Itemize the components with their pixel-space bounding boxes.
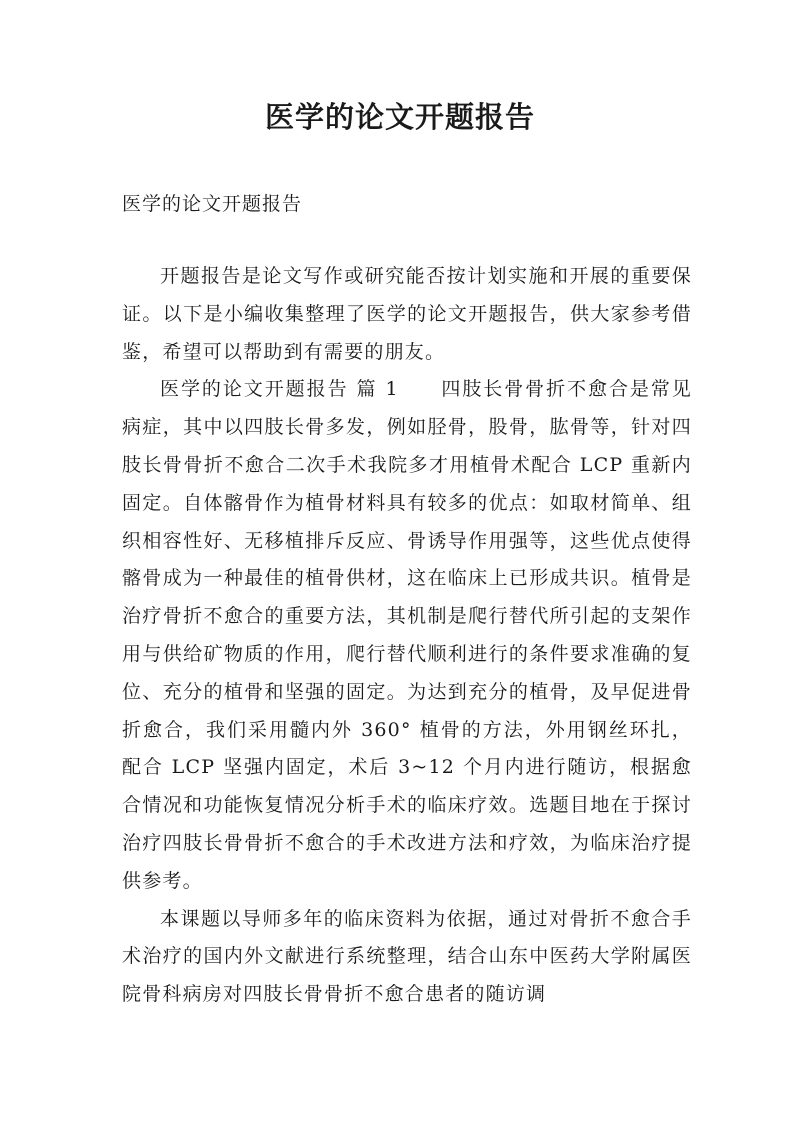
paragraph-section-1: 医学的论文开题报告 篇 1 四肢长骨骨折不愈合是常见病症，其中以四肢长骨多发，例如胫骨，股骨，肱骨等，针对四肢长骨骨折不愈合二次手术我院多才用植骨术配合 LCP 重新内固定。自体髂骨作为植骨材料具有较多的优点：如取材简单、组织相容性好、无移植排斥反应、骨诱导作用强等，这些优点使得髂骨成为一种最佳的植骨供材，这在临床上已形成共识。植骨是治疗骨折不愈合的重要方法，其机制是爬行替代所引起的支架作用与供给矿物质的作用，爬行替代顺利进行的条件要求准确的复位、充分的植骨和坚强的固定。为达到充分的植骨，及早促进骨折愈合，我们采用髓内外 360° 植骨的方法，外用钢丝环扎，配合 LCP 坚强内固定，术后 3~12 个月内进行随访，根据愈合情况和功能恢复情况分析手术的临床疗效。选题目地在于探讨治疗四肢长骨骨折不愈合的手术改进方法和疗效，为临床治疗提供参考。 (122, 378, 692, 892)
document-subtitle: 医学的论文开题报告 (122, 193, 303, 215)
document-body (122, 258, 692, 1014)
paragraph-research-basis: 本课题以导师多年的临床资料为依据，通过对骨折不愈合手术治疗的国内外文献进行系统整理，结合山东中医药大学附属医院骨科病房对四肢长骨骨折不愈合患者的随访调 (122, 907, 692, 1006)
document-title: 医学的论文开题报告 (264, 100, 535, 134)
paragraph-intro: 开题报告是论文写作或研究能否按计划实施和开展的重要保证。以下是小编收集整理了医学的论文开题报告，供大家参考借鉴，希望可以帮助到有需要的朋友。 (122, 265, 692, 363)
